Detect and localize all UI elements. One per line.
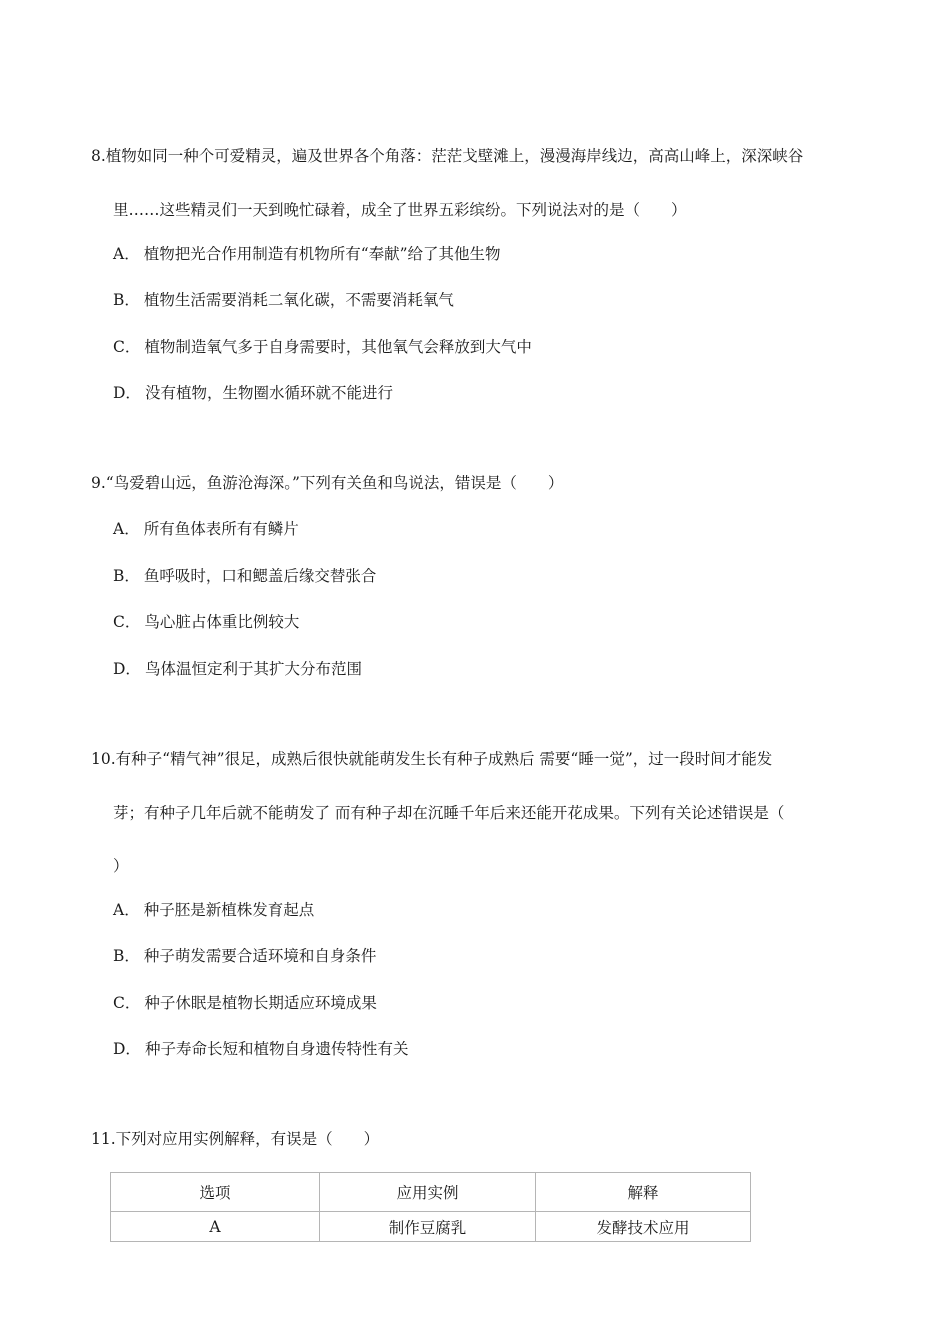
question-8-option-c xyxy=(113,337,532,357)
option-text: 鸟体温恒定利于其扩大分布范围 xyxy=(144,660,362,678)
question-10-option-d xyxy=(113,1039,408,1059)
question-9-option-a xyxy=(113,519,299,539)
option-letter: B． xyxy=(113,291,140,309)
option-letter: C． xyxy=(113,613,141,631)
option-text: 植物制造氧气多于自身需要时，其他氧气会释放到大气中 xyxy=(144,338,532,356)
option-text: 种子胚是新植株发育起点 xyxy=(143,901,315,919)
question-9-option-c xyxy=(113,612,299,632)
table-header-row xyxy=(111,1173,751,1212)
option-letter: D． xyxy=(113,384,141,402)
question-10-stem-line-1: 10.有种子“精气神”很足，成熟后很快就能萌发生长有种子成熟后 需要“睡一觉”，过一段时间才能发 xyxy=(91,750,773,768)
option-text: 种子萌发需要合适环境和自身条件 xyxy=(143,947,377,965)
option-text: 所有鱼体表所有有鳞片 xyxy=(143,520,299,538)
option-letter: B． xyxy=(113,567,140,585)
option-letter: D． xyxy=(113,660,141,678)
question-10-stem-line-3: ） xyxy=(113,857,129,875)
option-letter: A． xyxy=(113,901,140,919)
table-cell: 制作豆腐乳 xyxy=(320,1212,536,1242)
table-cell: 发酵技术应用 xyxy=(536,1212,751,1242)
option-text: 鱼呼吸时，口和鳃盖后缘交替张合 xyxy=(143,567,377,585)
answer-table xyxy=(110,1172,751,1242)
option-text: 植物生活需要消耗二氧化碳，不需要消耗氧气 xyxy=(143,291,454,309)
question-10-stem-line-2: 芽；有种子几年后就不能萌发了 而有种子却在沉睡千年后来还能开花成果。下列有关论述错误是（ xyxy=(113,804,785,822)
question-8-option-d xyxy=(113,383,393,403)
option-letter: A． xyxy=(113,245,140,263)
option-text: 鸟心脏占体重比例较大 xyxy=(144,613,300,631)
question-9-option-b xyxy=(113,566,376,586)
question-10-option-a xyxy=(113,900,314,920)
option-letter: A． xyxy=(113,520,140,538)
question-9-stem-line-1: 9.“鸟爱碧山远，鱼游沧海深。”下列有关鱼和鸟说法，错误是（ ） xyxy=(91,474,564,492)
question-8-option-a xyxy=(113,244,501,264)
question-10-option-c xyxy=(113,993,377,1013)
table-row xyxy=(111,1212,751,1242)
question-8-stem-line-2: 里……这些精灵们一天到晚忙碌着，成全了世界五彩缤纷。下列说法对的是（ ） xyxy=(113,201,687,219)
option-letter: C． xyxy=(113,994,141,1012)
option-text: 植物把光合作用制造有机物所有“奉献”给了其他生物 xyxy=(143,245,501,263)
table-header-cell: 应用实例 xyxy=(320,1173,536,1212)
table-header-cell: 选项 xyxy=(111,1173,320,1212)
option-text: 没有植物，生物圈水循环就不能进行 xyxy=(144,384,393,402)
option-letter: B． xyxy=(113,947,140,965)
question-10-option-b xyxy=(113,946,376,966)
table-header-cell: 解释 xyxy=(536,1173,751,1212)
option-letter: C． xyxy=(113,338,141,356)
option-text: 种子寿命长短和植物自身遗传特性有关 xyxy=(144,1040,409,1058)
question-11-stem-line-1: 11.下列对应用实例解释，有误是（ ） xyxy=(91,1130,380,1148)
question-8-option-b xyxy=(113,290,454,310)
question-8-stem-line-1: 8.植物如同一种个可爱精灵，遍及世界各个角落：茫茫戈壁滩上，漫漫海岸线边，高高山峰上，深深峡谷 xyxy=(91,147,804,165)
question-9-option-d xyxy=(113,659,362,679)
option-letter: D． xyxy=(113,1040,141,1058)
table-cell: A xyxy=(111,1212,320,1242)
option-text: 种子休眠是植物长期适应环境成果 xyxy=(144,994,377,1012)
